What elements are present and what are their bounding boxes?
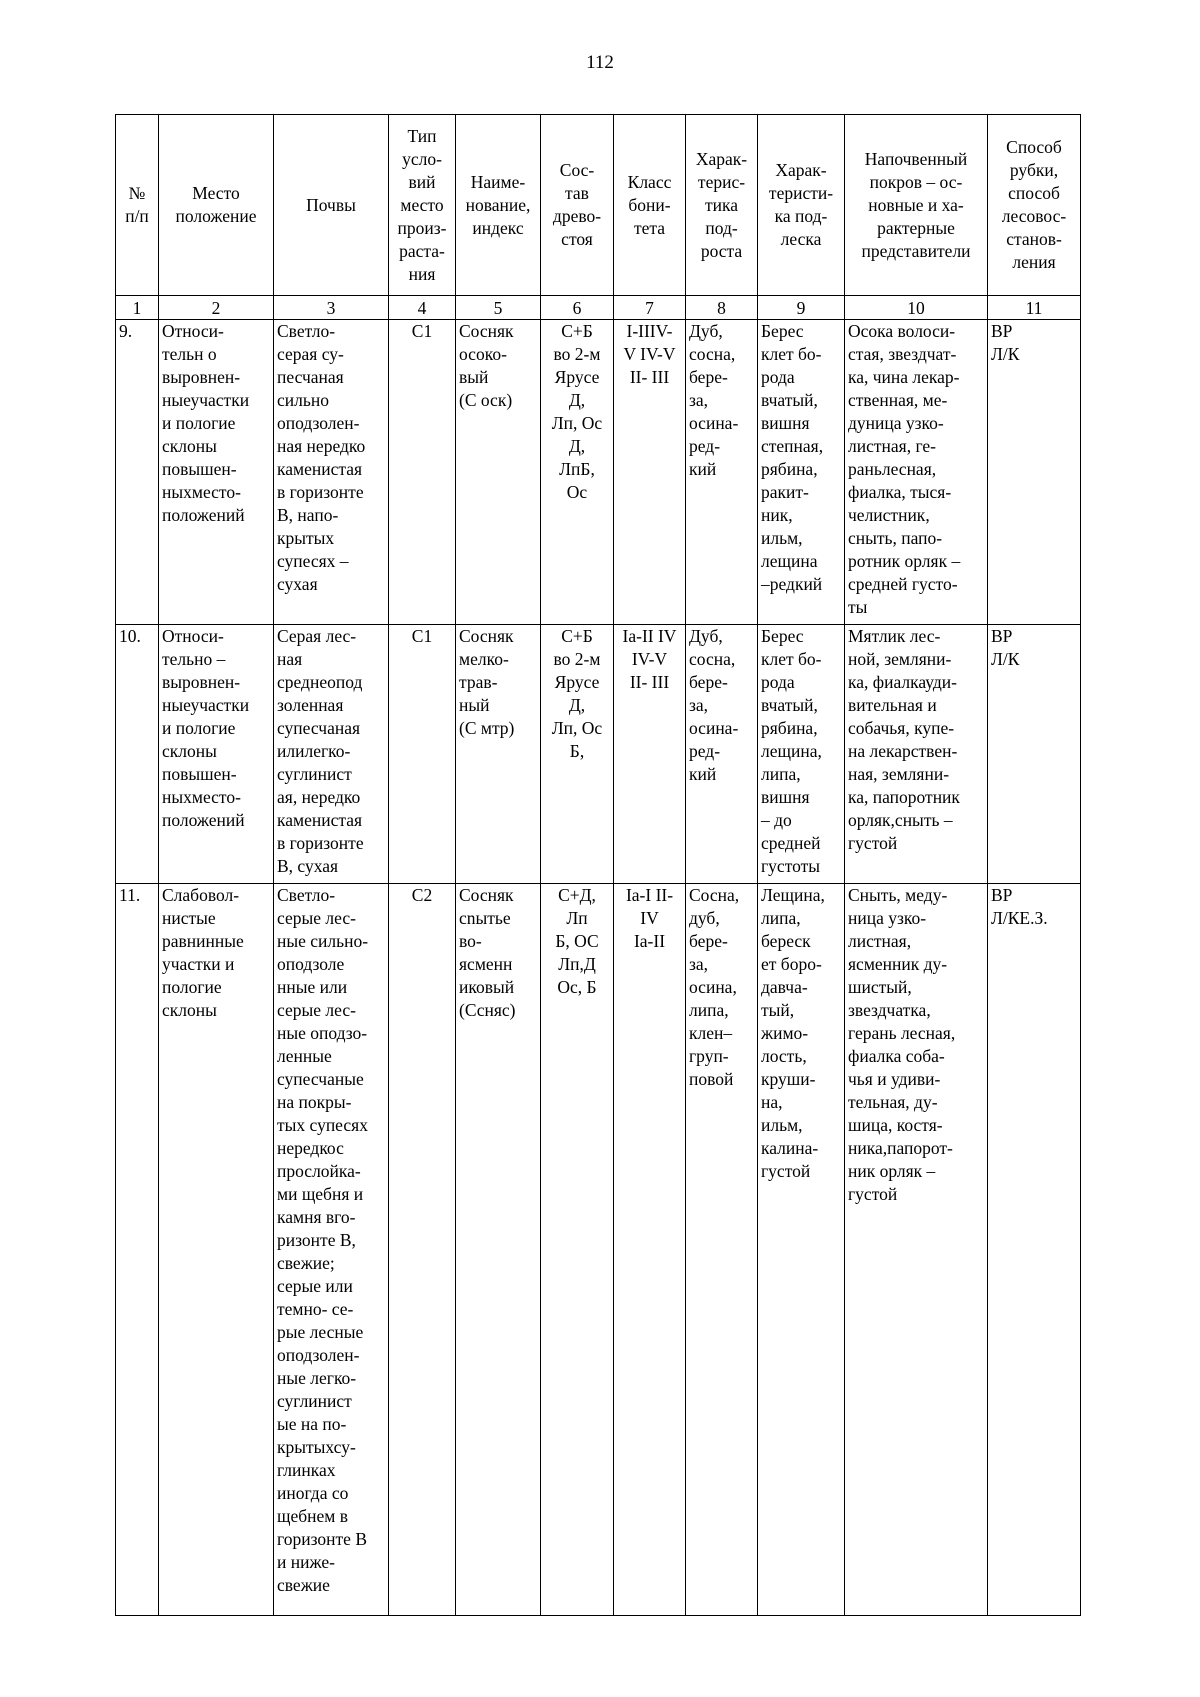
undergrowth-cell: Дуб, сосна, бере- за, осина- ред- кий bbox=[686, 625, 758, 884]
ground-cover-cell: Сныть, меду- ница узко- листная, ясменник ду- шистый, звездчатка, герань лесная, фиалка соба- чья и удиви- тельная, ду- шица, костя- ника,папорот- ник орляк – густой bbox=[845, 884, 988, 1616]
underwood-cell: Берес клет бо- рода вчатый, вишня степная, рябина, ракит- ник, ильм, лещина –редкий bbox=[758, 320, 845, 625]
page-number: 112 bbox=[586, 52, 614, 73]
column-number: 8 bbox=[686, 296, 758, 320]
type-cell: С1 bbox=[389, 625, 456, 884]
underwood-cell: Лещина, липа, береск ет боро- давча- тый, жимо- лость, круши- на, ильм, калина- густой bbox=[758, 884, 845, 1616]
column-number: 10 bbox=[845, 296, 988, 320]
forest-types-table bbox=[115, 114, 1081, 1616]
location-cell: Относи- тельн о выровнен- ныеучастки и пологие склоны повышен- ныхместо- положений bbox=[159, 320, 274, 625]
header-cell-composition: Сос- тав древо- стоя bbox=[541, 115, 614, 296]
name-cell: Сосняк осоко- вый (С оск) bbox=[456, 320, 541, 625]
composition-cell: С+Б во 2-м Ярусе Д, Лп, Ос Б, bbox=[541, 625, 614, 884]
undergrowth-cell: Дуб, сосна, бере- за, осина- ред- кий bbox=[686, 320, 758, 625]
header-cell-soils: Почвы bbox=[274, 115, 389, 296]
header-cell-name: Наиме- нование, индекс bbox=[456, 115, 541, 296]
location-cell: Слабовол- нистые равнинные участки и пологие склоны bbox=[159, 884, 274, 1616]
table-row bbox=[116, 884, 1081, 1616]
bonitet-cell: Ia-I II- IV Ia-II bbox=[614, 884, 686, 1616]
header-cell-method: Способ рубки, способ лесовос- станов- ления bbox=[988, 115, 1081, 296]
header-cell-location: Место положение bbox=[159, 115, 274, 296]
header-cell-num: № п/п bbox=[116, 115, 159, 296]
soils-cell: Серая лес- ная среднеопод золенная супесчаная илилегко- суглинист ая, нередко каменистая в горизонте В, сухая bbox=[274, 625, 389, 884]
row-number: 10. bbox=[116, 625, 159, 884]
header-cell-type: Тип усло- вий место произ- раста- ния bbox=[389, 115, 456, 296]
composition-cell: С+Б во 2-м Ярусе Д, Лп, Ос Д, ЛпБ, Ос bbox=[541, 320, 614, 625]
method-cell: ВР Л/К bbox=[988, 320, 1081, 625]
column-number: 11 bbox=[988, 296, 1081, 320]
column-number: 2 bbox=[159, 296, 274, 320]
soils-cell: Светло- серые лес- ные сильно- оподзоле нные или серые лес- ные оподзо- ленные супесчаные на покры- тых супесях нередкос прослойка- ми щебня и камня вго- ризонте В, свежие; серые или темно- се- рые лесные оподзолен- ные легко- суглинист ые на по- крытыхсу- глинках иногда со щебнем в горизонте В и ниже- свежие bbox=[274, 884, 389, 1616]
column-number-row bbox=[116, 296, 1081, 320]
composition-cell: С+Д, Лп Б, ОС Лп,Д Ос, Б bbox=[541, 884, 614, 1616]
bonitet-cell: Ia-II IV IV-V II- III bbox=[614, 625, 686, 884]
column-number: 1 bbox=[116, 296, 159, 320]
header-cell-underwood: Харак- теристи- ка под- леска bbox=[758, 115, 845, 296]
header-row bbox=[116, 115, 1081, 296]
row-number: 11. bbox=[116, 884, 159, 1616]
ground-cover-cell: Осока волоси- стая, звездчат- ка, чина лекар- ственная, ме- дуница узко- листная, ге- раньлесная, фиалка, тыся- челистник, сныть, папо- ротник орляк – средней густо- ты bbox=[845, 320, 988, 625]
underwood-cell: Берес клет бо- рода вчатый, рябина, лещина, липа, вишня – до средней густоты bbox=[758, 625, 845, 884]
column-number: 3 bbox=[274, 296, 389, 320]
type-cell: С2 bbox=[389, 884, 456, 1616]
location-cell: Относи- тельно – выровнен- ныеучастки и пологие склоны повышен- ныхместо- положений bbox=[159, 625, 274, 884]
table-row bbox=[116, 320, 1081, 625]
header-cell-bonitet: Класс бони- тета bbox=[614, 115, 686, 296]
column-number: 4 bbox=[389, 296, 456, 320]
column-number: 5 bbox=[456, 296, 541, 320]
method-cell: ВР Л/К bbox=[988, 625, 1081, 884]
table-row bbox=[116, 625, 1081, 884]
undergrowth-cell: Сосна, дуб, бере- за, осина, липа, клен– груп- повой bbox=[686, 884, 758, 1616]
name-cell: Сосняк сnытье во- ясменн иковый (Ссняс) bbox=[456, 884, 541, 1616]
column-number: 7 bbox=[614, 296, 686, 320]
name-cell: Сосняк мелко- трав- ный (С мтр) bbox=[456, 625, 541, 884]
row-number: 9. bbox=[116, 320, 159, 625]
ground-cover-cell: Мятлик лес- ной, земляни- ка, фиалкауди- вительная и собачья, купе- на лекарствен- ная, земляни- ка, папоротник орляк,сныть – густой bbox=[845, 625, 988, 884]
column-number: 9 bbox=[758, 296, 845, 320]
method-cell: ВР Л/КЕ.З. bbox=[988, 884, 1081, 1616]
soils-cell: Светло- серая су- песчаная сильно оподзолен- ная нередко каменистая в горизонте В, напо- крытых супесях – сухая bbox=[274, 320, 389, 625]
column-number: 6 bbox=[541, 296, 614, 320]
type-cell: С1 bbox=[389, 320, 456, 625]
bonitet-cell: I-IIIV- V IV-V II- III bbox=[614, 320, 686, 625]
header-cell-ground-cover: Напочвенный покров – ос- новные и ха- рактерные представители bbox=[845, 115, 988, 296]
header-cell-undergrowth: Харак- терис- тика под- роста bbox=[686, 115, 758, 296]
